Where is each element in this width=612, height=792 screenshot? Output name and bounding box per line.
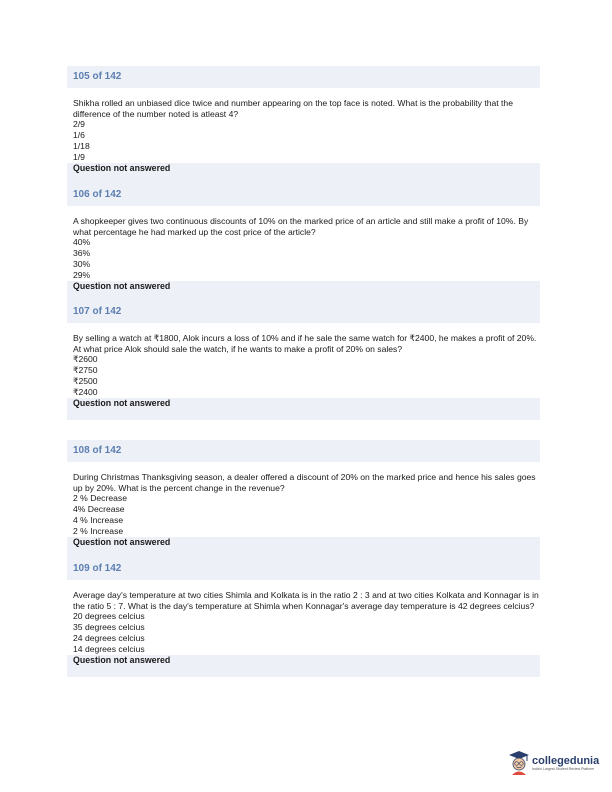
- question-status: Question not answered: [67, 537, 540, 559]
- question-status: Question not answered: [67, 398, 540, 420]
- question-108: [67, 440, 540, 559]
- question-body: [67, 590, 540, 677]
- question-text: A shopkeeper gives two continuous discounts of 10% on the marked price of an article and still make a profit of 10%. By what percentage he had marked up the cost price of the article?: [73, 216, 529, 237]
- question-107: [67, 301, 540, 420]
- question-number: 105 of 142: [67, 66, 540, 88]
- question-number: 108 of 142: [67, 440, 540, 462]
- question-number: 106 of 142: [67, 184, 540, 206]
- option[interactable]: 35 degrees celcius: [73, 622, 145, 632]
- option[interactable]: 4 % Increase: [73, 515, 124, 525]
- question-text-part: By selling a watch at: [73, 333, 154, 343]
- option[interactable]: 2/9: [73, 119, 85, 129]
- option[interactable]: 29%: [73, 270, 91, 280]
- option[interactable]: ₹2750: [73, 365, 98, 375]
- question-number: 109 of 142: [67, 558, 540, 580]
- question-number: 107 of 142: [67, 301, 540, 323]
- question-body: [67, 333, 540, 420]
- price-amount: ₹1800: [153, 333, 179, 343]
- question-text-part: , he makes a profit of 20%. At what price Alok should sale the watch, if he wants to make a profit of 20% on sales?: [73, 333, 537, 354]
- option[interactable]: 2 % Decrease: [73, 493, 127, 503]
- option[interactable]: 4% Decrease: [73, 504, 125, 514]
- option[interactable]: 1/6: [73, 130, 85, 140]
- price-amount: ₹2400: [409, 333, 435, 343]
- question-106: [67, 184, 540, 303]
- option[interactable]: 30%: [73, 259, 91, 269]
- question-body: [67, 472, 540, 559]
- option[interactable]: 24 degrees celcius: [73, 633, 145, 643]
- question-body: [67, 98, 540, 185]
- question-109: [67, 558, 540, 677]
- question-status: Question not answered: [67, 655, 540, 677]
- option[interactable]: 40%: [73, 237, 91, 247]
- question-text: [73, 333, 540, 354]
- option[interactable]: 14 degrees celcius: [73, 644, 145, 654]
- option[interactable]: ₹2500: [73, 376, 98, 386]
- question-text-part: , Alok incurs a loss of 10% and if he sale the same watch for: [178, 333, 410, 343]
- question-text: Average day's temperature at two cities Shimla and Kolkata is in the ratio 2 : 3 and at two cities Kolkata and Konnagar is in the ratio 5 : 7. What is the day's temperature at Shimla when Konnagar's average day temperature is 42 degrees celcius?: [73, 590, 539, 611]
- option[interactable]: 36%: [73, 248, 91, 258]
- question-text: During Christmas Thanksgiving season, a dealer offered a discount of 20% on the marked price and hence his sales goes up by 20%. What is the percent change in the revenue?: [73, 472, 536, 493]
- option[interactable]: 1/18: [73, 141, 90, 151]
- question-text: Shikha rolled an unbiased dice twice and number appearing on the top face is noted. What is the probability that the difference of the number noted is atleast 4?: [73, 98, 513, 119]
- question-body: [67, 216, 540, 303]
- option[interactable]: ₹2400: [73, 387, 98, 397]
- logo-tagline: India's Largest Student Review Platform: [532, 766, 595, 771]
- logo-text: [532, 755, 599, 772]
- question-status: Question not answered: [67, 281, 540, 303]
- logo-name: collegedunia: [532, 754, 600, 767]
- option[interactable]: ₹2600: [73, 354, 98, 364]
- question-105: [67, 66, 540, 185]
- option[interactable]: 2 % Increase: [73, 526, 124, 536]
- graduate-mascot-icon: [508, 750, 530, 776]
- question-status: Question not answered: [67, 163, 540, 185]
- option[interactable]: 20 degrees celcius: [73, 611, 145, 621]
- collegedunia-logo[interactable]: [508, 748, 608, 778]
- option[interactable]: 1/9: [73, 152, 85, 162]
